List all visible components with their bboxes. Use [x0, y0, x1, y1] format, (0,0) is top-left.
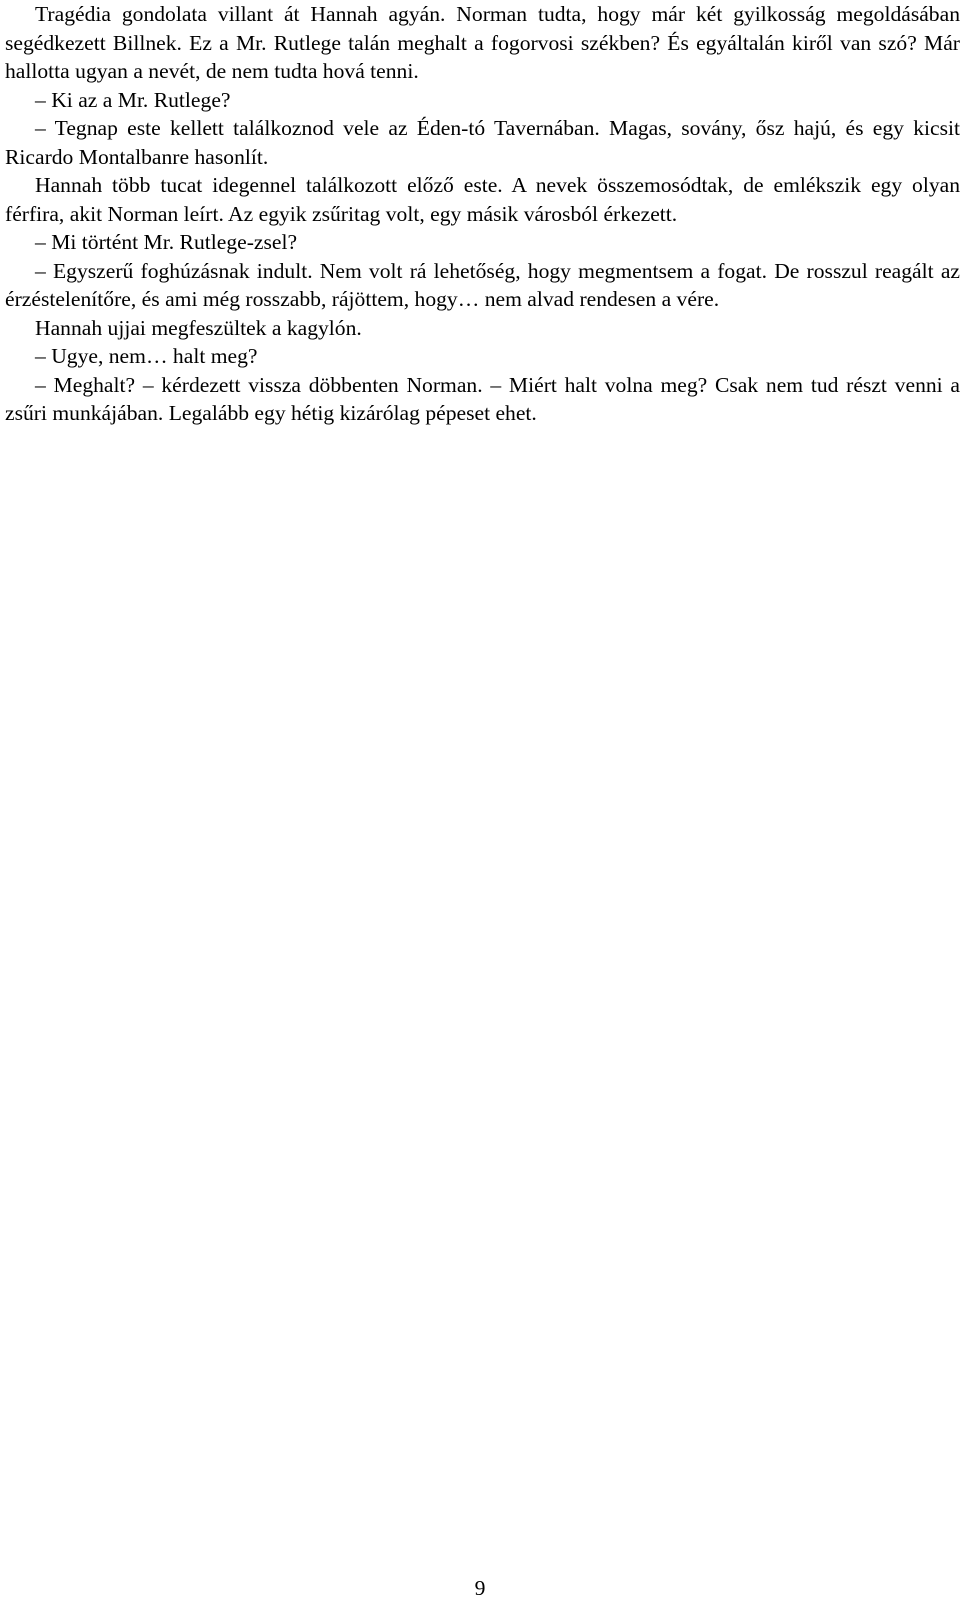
page-body — [5, 0, 960, 428]
dialogue-line: – Meghalt? – kérdezett vissza döbbenten Norman. – Miért halt volna meg? Csak nem tud részt venni a zsűri munkájában. Legalább egy hétig kizárólag pépeset ehet. — [5, 372, 960, 425]
dialogue-line: – Ki az a Mr. Rutlege? — [35, 87, 231, 112]
page-number: 9 — [474, 1576, 486, 1600]
paragraph: Hannah több tucat idegennel találkozott előző este. A nevek összemosódtak, de emlékszik egy olyan férfira, akit Norman leírt. Az egyik zsűritag volt, egy másik városból érkezett. — [5, 173, 960, 226]
dialogue-line: – Mi történt Mr. Rutlege-zsel? — [35, 230, 298, 254]
dialogue-line: – Egyszerű foghúzásnak indult. Nem volt rá lehetőség, hogy megmentsem a fogat. De rosszul reagált az érzéstelenítőre, és ami még rosszabb, rájöttem, hogy… nem alvad rendesen a vére. — [5, 258, 960, 311]
paragraph: Tragédia gondolata villant át Hannah agyán. Norman tudta, hogy már két gyilkosság megoldásában segédkezett Billnek. Ez a Mr. Rutlege talán meghalt a fogorvosi székben? És egyáltalán kiről van szó? Már hallotta ugyan a nevét, de nem tudta hová tenni. — [5, 2, 960, 83]
paragraph: Hannah ujjai megfeszültek a kagylón. — [35, 315, 362, 340]
dialogue-line: – Tegnap este kellett találkoznod vele az Éden-tó Tavernában. Magas, sovány, ősz hajú, és egy kicsit Ricardo Montalbanre hasonlít. — [5, 116, 960, 169]
dialogue-line: – Ugye, nem… halt meg? — [35, 344, 258, 368]
